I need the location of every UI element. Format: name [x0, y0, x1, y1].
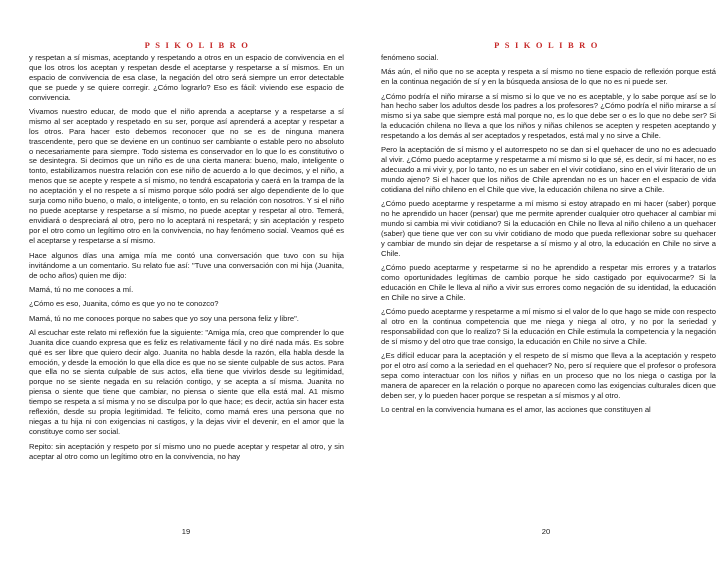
paragraph: ¿Cómo puedo aceptarme y respetarme si no he aprendido a respetar mis errores y a tratarlos como oportunidades legítimas de cambio porque he sido castigado por equivocarme? Si la educación en Chile le lleva al niño a vivir sus errores como negación de su identidad, la educación en Chile no sirve a Chile.	[381, 263, 716, 302]
paragraph: y respetan a sí mismas, aceptando y respetando a otros en un espacio de convivencia en el que los otros los aceptan y respetan desde el aceptarse y respetarse a sí mismos. En un espacio de convivencia de esa clase, la negación del otro será siempre un error detectable que se puede y se quiere corregir. ¿Cómo lograrlo? Eso es fácil: viviendo ese espacio de convivencia.	[29, 53, 344, 102]
paragraph: Pero la aceptación de sí mismo y el autorrespeto no se dan si el quehacer de uno no es adecuado al vivir. ¿Cómo puedo aceptarme y respetarme a mí mismo si lo que sé, es decir, sí mi hacer, no es adecuado a mi vivir y, por lo tanto, no es un saber en el vivir cotidiano, sino en el vivir literario de un mundo ajeno? Si el hacer que los niños de Chile aprendan no es un hacer en el espacio de vida cotidiana del niño chileno en el Chile que vive, la educación chilena no sirve a Chile.	[381, 145, 716, 195]
page-body	[381, 53, 716, 415]
right-page	[364, 0, 728, 563]
paragraph: Vivamos nuestro educar, de modo que el niño aprenda a aceptarse y a respetarse a sí mismo al ser aceptado y respetado en su ser, porque así aprenderá a aceptar y respetar a los otros. Para hacer esto debemos reconocer que no se es de ninguna manera trascendente, pero que se deviene en un continuo ser cambiante o estable pero no absoluto o necesariamente para siempre. Todo sistema es conservador en lo que lo es constitutivo o se desintegra. Si decimos que un niño es de una cierta manera: bueno, malo, inteligente o tonto, estabilizamos nuestra relación con ese niño de acuerdo a lo que decimos, y el niño, a menos que se acepte y respete a sí mismo, no tendrá escapatoria y caerá en la trampa de la no aceptación y el no respete a sí mismo porque sólo podrá ser algo dependiente de lo que surja como niño bueno, o malo, o inteligente, o tonto, en su relación con nosotros. Y si el niño no puede aceptarse y respetarse a sí mismo, no puede aceptar y respetar al otro. Temerá, envidiará o despreciará al otro, pero no lo aceptará ni respetará; y sin aceptación y respeto por el otro como un legítimo otro en la convivencia, no hay fenómeno social. Veamos qué es el aceptarse y respetarse a sí mismo.	[29, 106, 344, 245]
paragraph: ¿Cómo podría el niño mirarse a sí mismo si lo que ve no es aceptable, y lo sabe porque así se lo han hecho saber los adultos desde los padres a los profesores? ¿Cómo podría el niño mirarse a sí mismo si ya sabe que siempre está mal porque no, es lo que debe ser o es lo que no debe ser? Si la educación chilena no lleva a que los niños y niñas chilenos se acepten y respeten aceptando y respetando a los demás al ser aceptados y respetados, está mal y no sirve a Chile.	[381, 91, 716, 141]
dialogue-line: Mamá, tú no me conoces porque no sabes que yo soy una persona feliz y libre".	[29, 313, 299, 323]
paragraph: ¿Es difícil educar para la aceptación y el respeto de sí mismo que lleva a la aceptación y respeto por el otro así como a la seriedad en el quehacer? No, pero sí requiere que el profesor o profesora sepa como interactuar con los niños y niñas en un proceso que no los niega o castiga por la manera de aparecer en la relación o porque no aparecen como las exigencias culturales dicen que deben ser, y lo pueden hacer porque se respetan a sí mismos y al otro.	[381, 351, 716, 400]
paragraph: fenómeno social.	[381, 53, 439, 62]
paragraph: Lo central en la convivencia humana es el amor, las acciones que constituyen al	[381, 405, 651, 415]
paragraph: Más aún, el niño que no se acepta y respeta a sí mismo no tiene espacio de reflexión porque está en la continua negación de sí y en la búsqueda ansiosa de lo que no es ni puede ser.	[381, 67, 716, 87]
page-number: 19	[181, 527, 191, 537]
page-number: 20	[541, 527, 551, 537]
paragraph: Repito: sin aceptación y respeto por sí mismo uno no puede aceptar y respetar al otro, y sin aceptar al otro como un legítimo otro en la convivencia, no hay	[29, 441, 344, 461]
paragraph: ¿Cómo puedo aceptarme y respetarme a mí mismo si el valor de lo que hago se mide con respecto al otro en la continua competencia que me niega y niega al otro, y no por la seriedad y responsabilidad con que lo realizo? Si la educación en Chile estimula la competencia y la negación de sí mismo y del otro que trae consigo, la educación en Chile no sirve a Chile.	[381, 307, 716, 346]
paragraph: Hace algunos días una amiga mía me contó una conversación que tuvo con su hija invitándome a un comentario. Su relato fue así: "Tuve una conversación con mi hija (Juanita, de ocho años) quien me dijo:	[29, 250, 344, 280]
page-body	[29, 53, 344, 462]
paragraph: Al escuchar este relato mi reflexión fue la siguiente: "Amiga mía, creo que comprender lo que Juanita dice cuando expresa que es feliz es relativamente fácil y no diré nada más. Es sobre qué es ser libre que quiero decir algo. Juanita no habla desde la razón, ella habla desde la emoción, y desde la emoción lo que ella dice es que no se siente culpable de sus actos. Para que ella no se sienta culpable de sus actos, ella tiene que vivirlos desde su legitimidad, porque no se siente negada en su relación contigo, y se acepta a sí misma. Juanita no piensa o siente que tiene que cambiar, no piensa o siente que ella está mal. A1 mismo tiempo se respeta a sí misma y no se disculpa por lo que hace; es decir, actúa sin hacer esta reflexión, desde su propia legitimidad. Te felicito, como mamá eres una persona que no niegas a tu hija ni con exigencias ni castigos, y la dejas vivir el devenir, en el amor que la constituye como ser social.	[29, 327, 344, 436]
dialogue-line: Mamá, tú no me conoces a mí.	[29, 284, 134, 294]
dialogue-line: ¿Cómo es eso, Juanita, cómo es que yo no te conozco?	[29, 299, 219, 309]
running-header: PSIKOLIBRO	[494, 40, 603, 50]
paragraph: ¿Cómo puedo aceptarme y respetarme a mí mismo si estoy atrapado en mi hacer (saber) porque no he aprendido un hacer (pensar) que me permite aprender cualquier otro quehacer al cambiar mi mundo si cambia mi vivir cotidiano? Si la educación en Chile no lleva al niño chileno a un quehacer (saber) que tiene que ver con su vivir cotidiano de modo que pueda reflexionar sobre su quehacer y cambiar de mundo sin dejar de respetarse a sí mismo y al otro, la educación en Chile no sirve a Chile.	[381, 199, 716, 258]
running-header: PSIKOLIBRO	[144, 40, 254, 50]
